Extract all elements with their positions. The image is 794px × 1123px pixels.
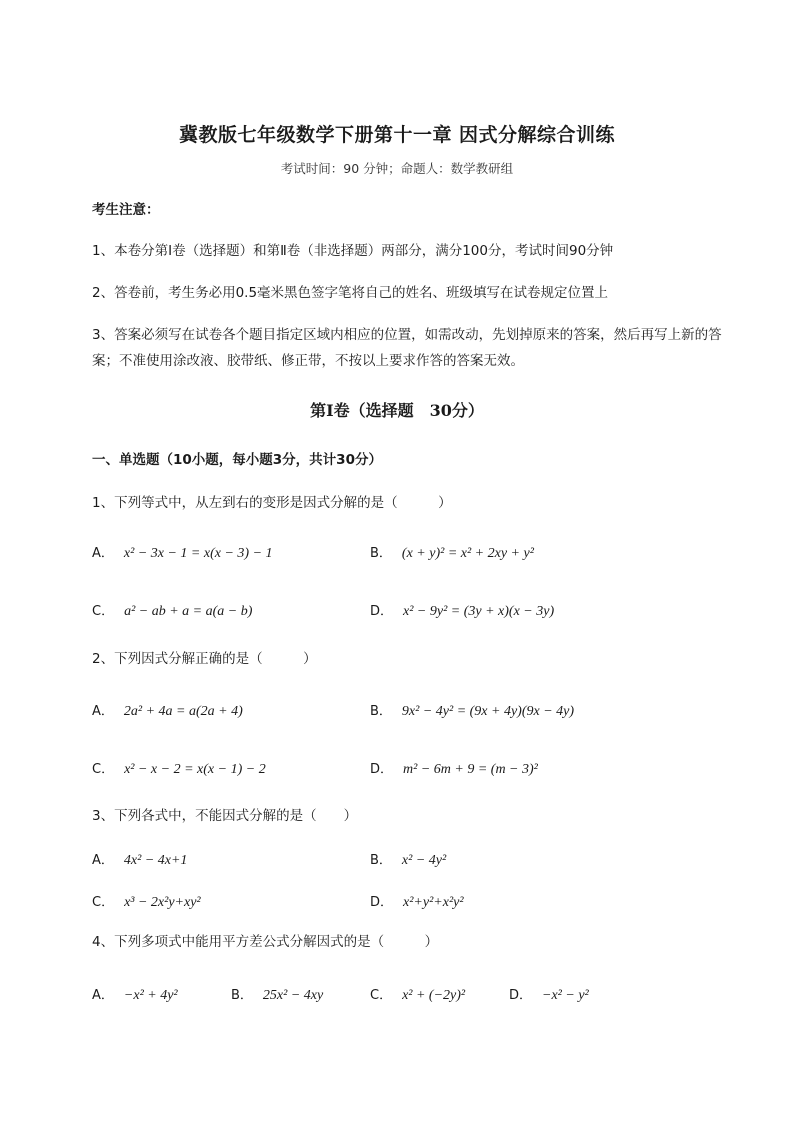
option-label: B． <box>231 988 253 1003</box>
option-label: C． <box>92 604 115 619</box>
option-b[interactable] <box>231 984 323 1004</box>
option-c[interactable] <box>92 758 266 778</box>
option-a[interactable] <box>92 849 187 869</box>
option-text: x² − x − 2 = x(x − 1) − 2 <box>124 762 266 777</box>
option-d[interactable] <box>370 891 464 911</box>
option-label: B． <box>370 546 392 561</box>
option-label: D． <box>509 988 533 1003</box>
option-b[interactable] <box>370 849 446 869</box>
option-b[interactable] <box>370 700 574 720</box>
option-text: x²+y²+x²y² <box>403 895 464 910</box>
option-text: (x + y)² = x² + 2xy + y² <box>401 546 534 561</box>
option-c[interactable] <box>370 984 465 1004</box>
option-label: A． <box>92 988 114 1003</box>
option-label: C． <box>92 895 115 910</box>
notice-heading: 考生注意： <box>92 202 160 218</box>
page-title: 冀教版七年级数学下册第十一章 因式分解综合训练 <box>178 124 616 146</box>
option-label: C． <box>370 988 393 1003</box>
option-text: x² − 4y² <box>401 853 447 868</box>
option-label: D． <box>370 762 394 777</box>
option-label: A． <box>92 546 114 561</box>
exam-info: 考试时间：90 分钟；命题人：数学教研组 <box>280 161 514 176</box>
option-label: A． <box>92 853 114 868</box>
option-text: m² − 6m + 9 = (m − 3)² <box>403 762 538 777</box>
question-stem: 4、下列多项式中能用平方差公式分解因式的是（ ） <box>92 934 439 950</box>
option-text: 4x² − 4x+1 <box>123 853 188 868</box>
option-label: D． <box>370 604 394 619</box>
question-stem: 2、下列因式分解正确的是（ ） <box>92 651 317 667</box>
option-text: 9x² − 4y² = (9x + 4y)(9x − 4y) <box>401 704 575 719</box>
option-text: x³ − 2x²y+xy² <box>124 895 201 910</box>
question-stem: 1、下列等式中，从左到右的变形是因式分解的是（ ） <box>92 495 452 511</box>
option-a[interactable] <box>92 984 178 1004</box>
option-label: D． <box>370 895 394 910</box>
option-text: 2a² + 4a = a(2a + 4) <box>123 704 243 719</box>
option-text: a² − ab + a = a(a − b) <box>124 604 253 619</box>
option-text: x² − 3x − 1 = x(x − 3) − 1 <box>123 546 273 561</box>
question-stem: 3、下列各式中，不能因式分解的是（ ） <box>92 808 358 824</box>
option-d[interactable] <box>370 758 538 778</box>
option-a[interactable] <box>92 542 273 562</box>
notice-item: 2、答卷前，考生务必用0.5毫米黑色签字笔将自己的姓名、班级填写在试卷规定位置上 <box>92 285 609 301</box>
option-label: C． <box>92 762 115 777</box>
option-label: A． <box>92 704 114 719</box>
option-text: x² − 9y² = (3y + x)(x − 3y) <box>403 604 555 619</box>
option-label: B． <box>370 704 392 719</box>
option-c[interactable] <box>92 891 201 911</box>
section-title: 第Ⅰ卷（选择题 30分） <box>310 401 484 420</box>
notice-item: 1、本卷分第Ⅰ卷（选择题）和第Ⅱ卷（非选择题）两部分，满分100分，考试时间90分钟 <box>92 243 614 259</box>
option-b[interactable] <box>370 542 534 562</box>
notice-item: 3、答案必须写在试卷各个题目指定区域内相应的位置，如需改动，先划掉原来的答案，然后再写上新的答案；不准使用涂改液、胶带纸、修正带，不按以上要求作答的答案无效。 <box>92 327 722 369</box>
option-label: B． <box>370 853 392 868</box>
option-text: −x² − y² <box>542 988 589 1003</box>
option-d[interactable] <box>370 600 554 620</box>
part-heading: 一、单选题（10小题，每小题3分，共计30分） <box>92 452 382 468</box>
option-d[interactable] <box>509 984 589 1004</box>
option-text: x² + (−2y)² <box>402 988 466 1003</box>
option-a[interactable] <box>92 700 243 720</box>
option-text: 25x² − 4xy <box>262 988 324 1003</box>
option-text: −x² + 4y² <box>123 988 178 1003</box>
option-c[interactable] <box>92 600 252 620</box>
